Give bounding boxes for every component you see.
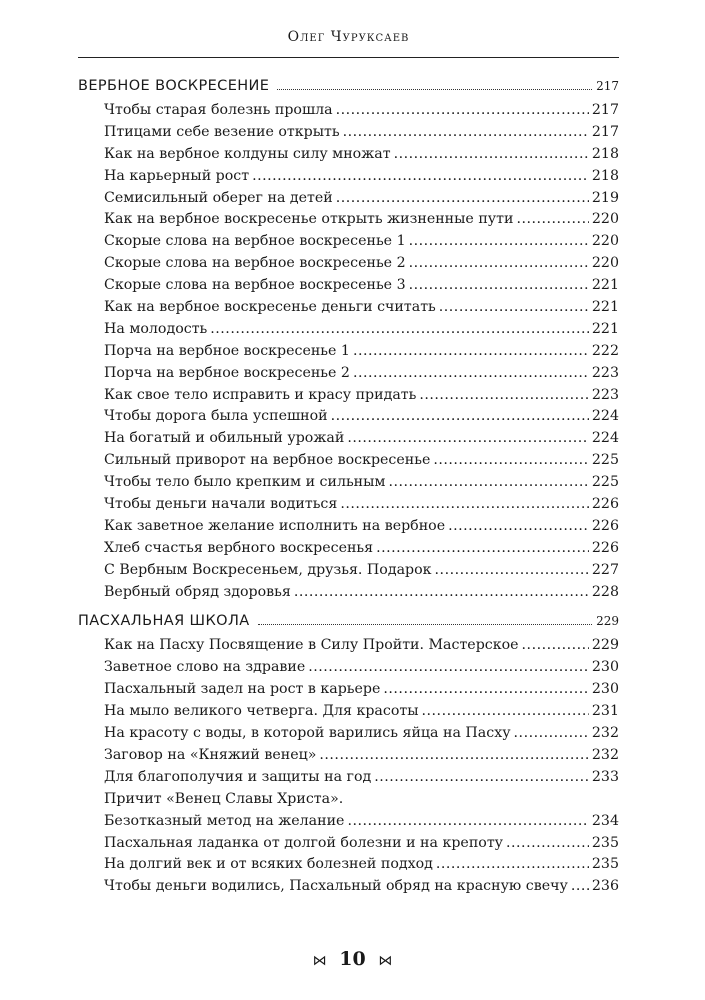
entry-page-number: 222 bbox=[591, 342, 619, 359]
entry-title: Вербный обряд здоровья bbox=[104, 583, 291, 600]
running-header bbox=[78, 22, 619, 58]
entry-page-number: 230 bbox=[591, 681, 619, 698]
dot-leader bbox=[409, 233, 589, 249]
toc-entry[interactable] bbox=[78, 452, 619, 474]
toc-entry[interactable] bbox=[78, 584, 619, 606]
dot-leader bbox=[522, 637, 589, 653]
entry-title: На молодость bbox=[104, 320, 208, 337]
dot-leader bbox=[422, 703, 589, 719]
entry-title: Птицами себе везение открыть bbox=[104, 123, 340, 140]
entry-page-number: 228 bbox=[591, 583, 619, 600]
entry-title: Семисильный оберег на детей bbox=[104, 189, 333, 206]
dot-leader bbox=[376, 540, 589, 556]
entry-page-number: 220 bbox=[591, 211, 619, 228]
entry-page-number: 223 bbox=[591, 364, 619, 381]
section-page-number: 217 bbox=[596, 79, 619, 93]
dot-leader bbox=[347, 430, 589, 446]
entry-title: Порча на вербное воскресенье 1 bbox=[104, 342, 350, 359]
entry-page-number: 221 bbox=[591, 320, 619, 337]
toc-entry[interactable] bbox=[78, 102, 619, 124]
entry-page-number: 225 bbox=[591, 452, 619, 469]
entry-title: Как на вербное воскресенье открыть жизненные пути bbox=[104, 211, 514, 228]
toc-entry[interactable] bbox=[78, 211, 619, 233]
toc-entry[interactable] bbox=[78, 878, 619, 900]
entry-page-number: 217 bbox=[591, 102, 619, 118]
entry-page-number: 217 bbox=[591, 123, 619, 140]
entry-title: Сильный приворот на вербное воскресенье bbox=[104, 452, 431, 469]
dot-leader bbox=[331, 408, 589, 424]
entry-title: Чтобы тело было крепким и сильным bbox=[104, 474, 386, 491]
entry-title: На мыло великого четверга. Для красоты bbox=[104, 703, 419, 720]
entry-title: На долгий век и от всяких болезней подход bbox=[104, 856, 433, 873]
entry-page-number: 219 bbox=[591, 189, 619, 206]
toc-entry[interactable] bbox=[78, 518, 619, 540]
entry-title: Причит «Венец Славы Христа». bbox=[104, 790, 344, 807]
dot-leader bbox=[433, 452, 589, 468]
entry-title: Пасхальный задел на рост в карьере bbox=[104, 681, 381, 698]
entry-title: Скорые слова на вербное воскресенье 3 bbox=[104, 277, 406, 294]
dot-leader bbox=[383, 681, 589, 697]
toc-entry[interactable] bbox=[78, 791, 619, 813]
toc-entry[interactable] bbox=[78, 277, 619, 299]
toc-entry[interactable] bbox=[78, 813, 619, 835]
entry-title: Как на вербное воскресенье деньги считать bbox=[104, 299, 436, 316]
dot-leader bbox=[514, 725, 589, 741]
entry-page-number: 221 bbox=[591, 277, 619, 294]
entry-title: Порча на вербное воскресенье 2 bbox=[104, 364, 350, 381]
entry-page-number: 229 bbox=[591, 637, 619, 654]
entry-page-number: 226 bbox=[591, 496, 619, 513]
table-of-contents bbox=[78, 78, 619, 900]
dot-leader bbox=[294, 584, 589, 600]
entry-page-number: 227 bbox=[591, 561, 619, 578]
entry-title: Как на Пасху Посвящение в Силу Пройти. Мастерское bbox=[104, 637, 519, 654]
dot-leader bbox=[336, 190, 589, 206]
dot-leader bbox=[435, 562, 589, 578]
toc-entry[interactable] bbox=[78, 856, 619, 878]
toc-entry[interactable] bbox=[78, 540, 619, 562]
entry-page-number: 220 bbox=[591, 233, 619, 250]
entry-page-number: 224 bbox=[591, 408, 619, 425]
entry-title: На карьерный рост bbox=[104, 167, 250, 184]
toc-entry[interactable] bbox=[78, 703, 619, 725]
entry-page-number: 236 bbox=[591, 878, 619, 895]
section-heading[interactable] bbox=[78, 613, 619, 637]
page-number: 10 bbox=[339, 948, 366, 970]
entry-title: На красоту с воды, в которой варились яйца на Пасху bbox=[104, 725, 511, 742]
section-title: ПАСХАЛЬНАЯ ШКОЛА bbox=[78, 613, 250, 630]
dot-leader bbox=[409, 255, 589, 271]
dot-leader bbox=[336, 102, 589, 118]
entry-page-number: 231 bbox=[591, 703, 619, 720]
entry-page-number: 234 bbox=[591, 812, 619, 829]
dot-leader bbox=[353, 343, 589, 359]
toc-entry[interactable] bbox=[78, 321, 619, 343]
dot-leader bbox=[277, 88, 592, 90]
dot-leader bbox=[319, 747, 589, 763]
entry-page-number: 220 bbox=[591, 255, 619, 272]
toc-entry[interactable] bbox=[78, 562, 619, 584]
entry-title: Чтобы старая болезнь прошла bbox=[104, 102, 333, 118]
entry-title: Чтобы деньги начали водиться bbox=[104, 496, 338, 513]
entry-page-number: 233 bbox=[591, 768, 619, 785]
dot-leader bbox=[210, 321, 589, 337]
toc-entry[interactable] bbox=[78, 365, 619, 387]
dot-leader bbox=[506, 835, 589, 851]
toc-entry[interactable] bbox=[78, 637, 619, 659]
toc-entry[interactable] bbox=[78, 146, 619, 168]
dot-leader bbox=[340, 496, 589, 512]
toc-entry[interactable] bbox=[78, 387, 619, 409]
dot-leader bbox=[419, 387, 589, 403]
entry-page-number: 235 bbox=[591, 834, 619, 851]
entry-title: Чтобы дорога была успешной bbox=[104, 408, 328, 425]
entry-page-number: 224 bbox=[591, 430, 619, 447]
dot-leader bbox=[516, 211, 588, 227]
entry-title: Скорые слова на вербное воскресенье 1 bbox=[104, 233, 406, 250]
toc-entry[interactable] bbox=[78, 769, 619, 791]
toc-entry[interactable] bbox=[78, 408, 619, 430]
toc-entry[interactable] bbox=[78, 496, 619, 518]
section-title: ВЕРБНОЕ ВОСКРЕСЕНИЕ bbox=[78, 78, 270, 94]
dot-leader bbox=[448, 518, 589, 534]
dot-leader bbox=[394, 146, 589, 162]
entry-page-number: 226 bbox=[591, 539, 619, 556]
entry-page-number: 230 bbox=[591, 659, 619, 676]
section-gap bbox=[78, 605, 619, 613]
toc-entry[interactable] bbox=[78, 190, 619, 212]
toc-entry[interactable] bbox=[78, 343, 619, 365]
toc-entry[interactable] bbox=[78, 659, 619, 681]
toc-entry[interactable] bbox=[78, 233, 619, 255]
entry-title: Как заветное желание исполнить на вербное bbox=[104, 517, 446, 534]
entry-page-number: 218 bbox=[591, 145, 619, 162]
entry-title: На богатый и обильный урожай bbox=[104, 430, 345, 447]
header-divider bbox=[78, 57, 619, 58]
ornament-right-icon: ⋈ bbox=[378, 953, 393, 969]
toc-entry[interactable] bbox=[78, 835, 619, 857]
entry-page-number: 223 bbox=[591, 386, 619, 403]
dot-leader bbox=[571, 878, 589, 894]
entry-title: Чтобы деньги водились, Пасхальный обряд на красную свечу bbox=[104, 878, 568, 895]
entry-title: Заговор на «Княжий венец» bbox=[104, 746, 317, 763]
entry-page-number: 226 bbox=[591, 517, 619, 534]
dot-leader bbox=[258, 623, 593, 625]
entry-page-number: 235 bbox=[591, 856, 619, 873]
dot-leader bbox=[252, 168, 589, 184]
entry-title: Для благополучия и защиты на год bbox=[104, 768, 372, 785]
section-page-number: 229 bbox=[596, 614, 619, 629]
entry-title: Заветное слово на здравие bbox=[104, 659, 306, 676]
entry-title: Хлеб счастья вербного воскресенья bbox=[104, 539, 374, 556]
section-heading[interactable] bbox=[78, 78, 619, 102]
dot-leader bbox=[436, 856, 589, 872]
ornament-left-icon: ⋈ bbox=[312, 953, 327, 969]
dot-leader bbox=[347, 813, 588, 829]
entry-title: Как свое тело исправить и красу придать bbox=[104, 386, 417, 403]
toc-entry[interactable] bbox=[78, 725, 619, 747]
entry-title: Безотказный метод на желание bbox=[104, 812, 345, 829]
author-name: Олег Чуруксаев bbox=[287, 29, 410, 45]
page-footer bbox=[0, 948, 705, 970]
dot-leader bbox=[343, 124, 589, 140]
toc-entry[interactable] bbox=[78, 474, 619, 496]
dot-leader bbox=[353, 365, 589, 381]
toc-entry[interactable] bbox=[78, 255, 619, 277]
entry-page-number: 221 bbox=[591, 299, 619, 316]
entry-title: С Вербным Воскресеньем, друзья. Подарок bbox=[104, 561, 432, 578]
toc-entry[interactable] bbox=[78, 299, 619, 321]
entry-title: Скорые слова на вербное воскресенье 2 bbox=[104, 255, 406, 272]
toc-entry[interactable] bbox=[78, 430, 619, 452]
dot-leader bbox=[308, 659, 589, 675]
dot-leader bbox=[409, 277, 589, 293]
dot-leader bbox=[374, 769, 589, 785]
entry-title: Как на вербное колдуны силу множат bbox=[104, 145, 391, 162]
entry-page-number: 225 bbox=[591, 474, 619, 491]
entry-page-number: 232 bbox=[591, 746, 619, 763]
toc-entry[interactable] bbox=[78, 681, 619, 703]
entry-page-number: 218 bbox=[591, 167, 619, 184]
entry-title: Пасхальная ладанка от долгой болезни и на крепоту bbox=[104, 834, 504, 851]
dot-leader bbox=[439, 299, 589, 315]
toc-entry[interactable] bbox=[78, 168, 619, 190]
dot-leader bbox=[388, 474, 588, 490]
toc-entry[interactable] bbox=[78, 747, 619, 769]
toc-entry[interactable] bbox=[78, 124, 619, 146]
entry-page-number: 232 bbox=[591, 725, 619, 742]
